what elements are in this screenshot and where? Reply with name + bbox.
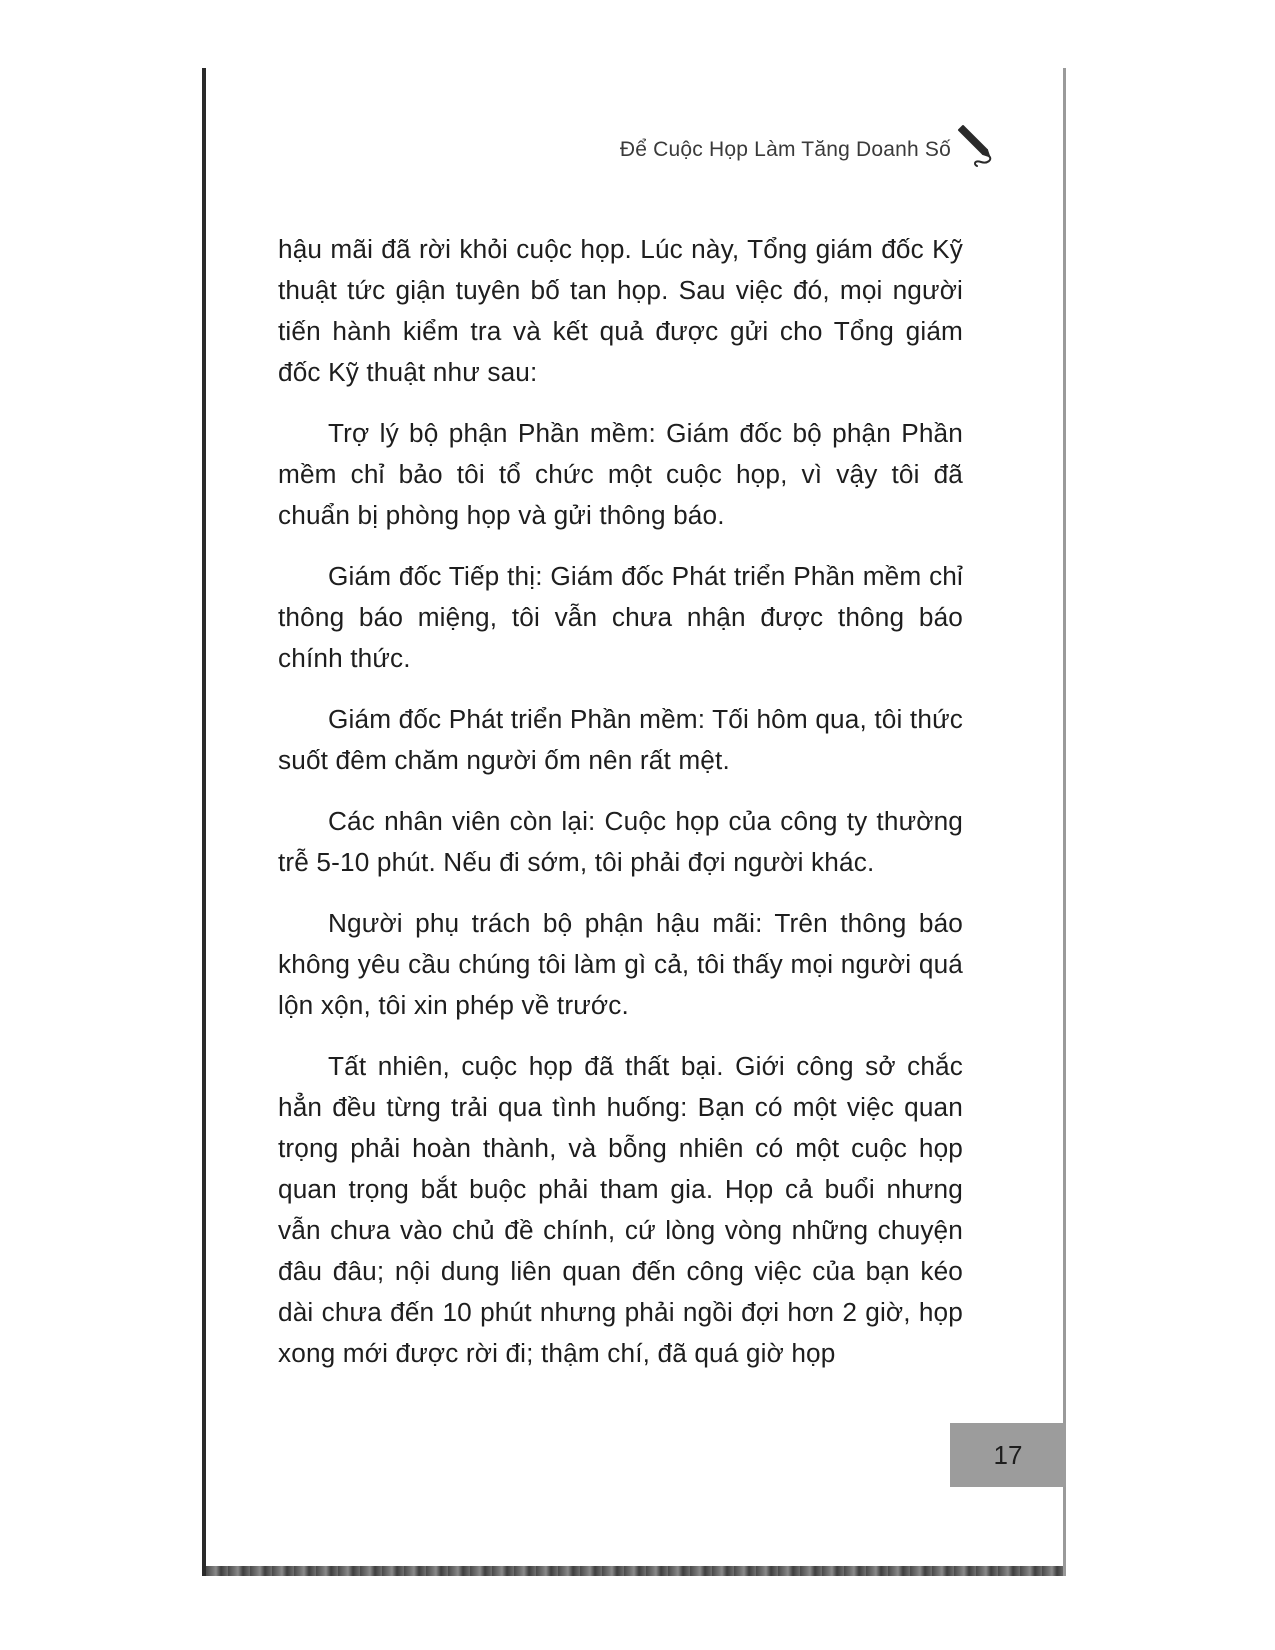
page-number-box: [950, 1423, 1066, 1487]
paragraph-2: Trợ lý bộ phận Phần mềm: Giám đốc bộ phận Phần mềm chỉ bảo tôi tổ chức một cuộc họp, vì vậy tôi đã chuẩn bị phòng họp và gửi thông báo.: [278, 418, 963, 530]
book-page: [202, 68, 1066, 1576]
page-number: 17: [993, 1439, 1023, 1470]
body-text: [278, 229, 963, 1374]
paragraph-6: Người phụ trách bộ phận hậu mãi: Trên thông báo không yêu cầu chúng tôi làm gì cả, tôi thấy mọi người quá lộn xộn, tôi xin phép về trước.: [278, 908, 963, 1020]
paragraph-4: Giám đốc Phát triển Phần mềm: Tối hôm qua, tôi thức suốt đêm chăm người ốm nên rất mệt.: [278, 704, 963, 775]
paragraph-5: Các nhân viên còn lại: Cuộc họp của công ty thường trễ 5-10 phút. Nếu đi sớm, tôi phải đợi người khác.: [278, 806, 963, 877]
running-header: Để Cuộc Họp Làm Tăng Doanh Số: [619, 138, 951, 161]
paragraph-1: hậu mãi đã rời khỏi cuộc họp. Lúc này, Tổng giám đốc Kỹ thuật tức giận tuyên bố tan họp. Sau việc đó, mọi người tiến hành kiểm tra và kết quả được gửi cho Tổng giám đốc Kỹ thuật như sau:: [278, 234, 963, 387]
pen-icon: [953, 124, 997, 168]
paragraph-7: Tất nhiên, cuộc họp đã thất bại. Giới công sở chắc hẳn đều từng trải qua tình huống: Bạn có một việc quan trọng phải hoàn thành, và bỗng nhiên có một cuộc họp quan trọng bắt buộc phải tham gia. Họp cả buổi nhưng vẫn chưa vào chủ đề chính, cứ lòng vòng những chuyện đâu đâu; nội dung liên quan đến công việc của bạn kéo dài chưa đến 10 phút nhưng phải ngồi đợi hơn 2 giờ, họp xong mới được rời đi; thậm chí, đã quá giờ họp: [278, 1051, 963, 1368]
paragraph-3: Giám đốc Tiếp thị: Giám đốc Phát triển Phần mềm chỉ thông báo miệng, tôi vẫn chưa nhận được thông báo chính thức.: [278, 561, 963, 673]
page-bottom-edge: [206, 1566, 1063, 1576]
